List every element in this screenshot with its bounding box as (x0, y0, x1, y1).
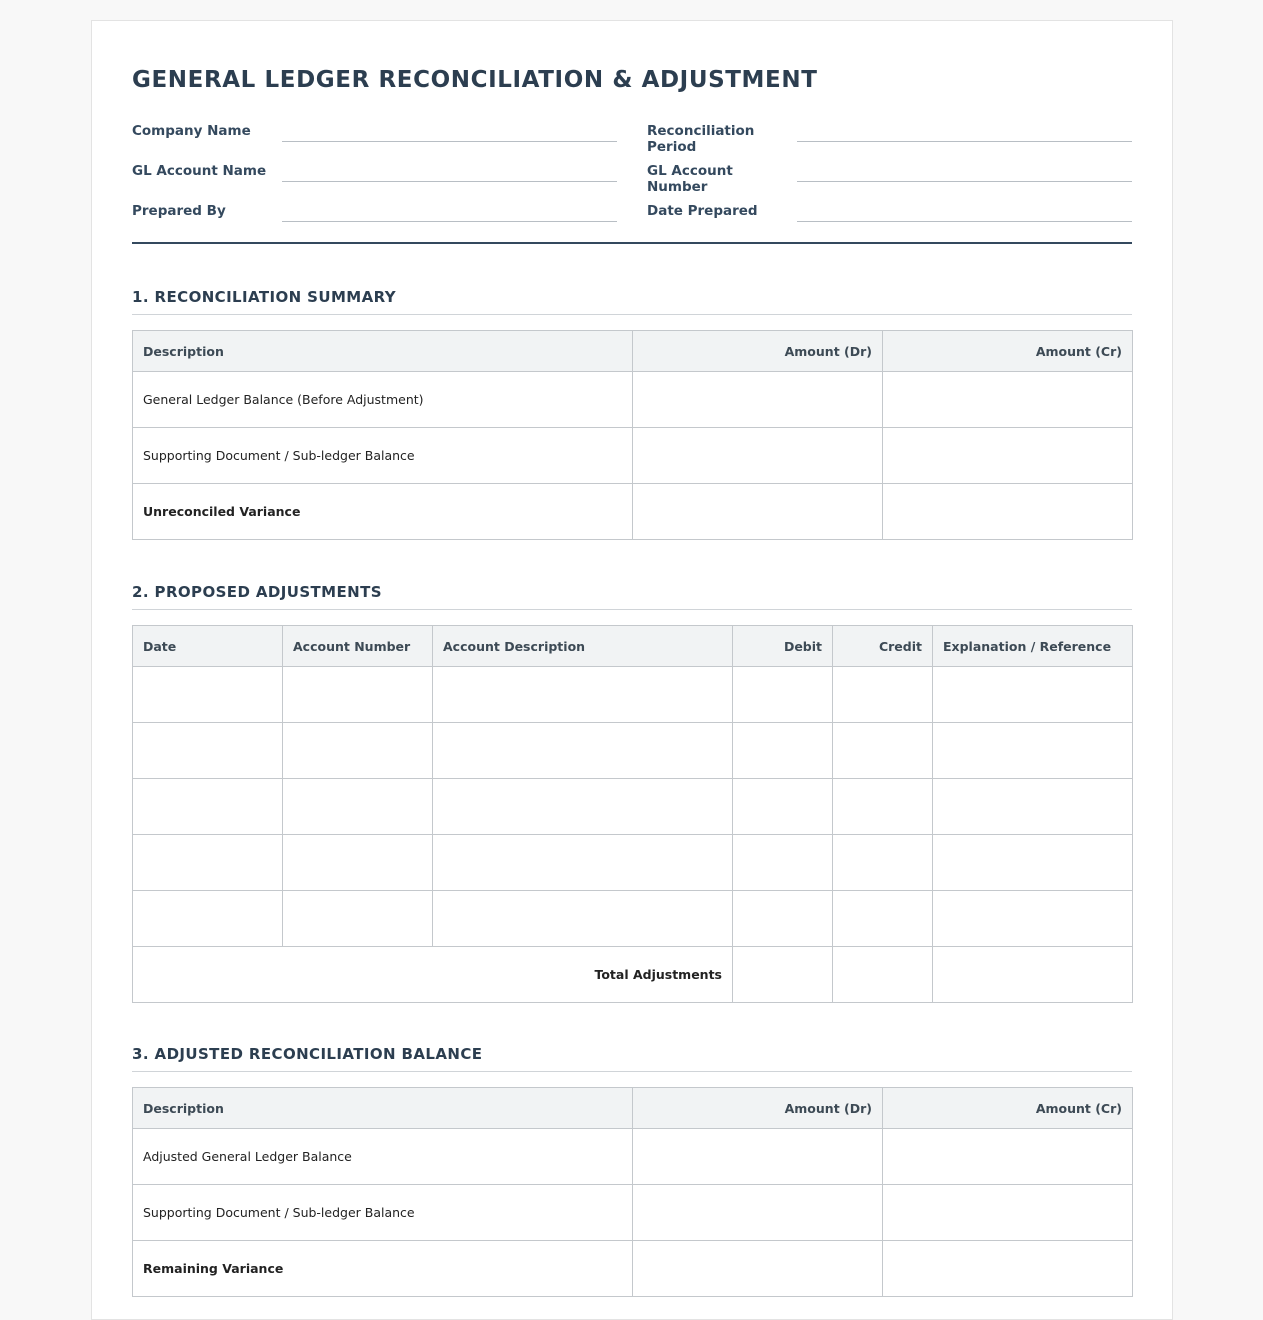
account-number-cell[interactable] (283, 667, 433, 723)
amount-cr-cell[interactable] (883, 428, 1133, 484)
credit-cell[interactable] (833, 723, 933, 779)
account-number-cell[interactable] (283, 835, 433, 891)
date-cell[interactable] (133, 667, 283, 723)
credit-cell[interactable] (833, 779, 933, 835)
account-description-cell[interactable] (433, 835, 733, 891)
section-1-title: 1. RECONCILIATION SUMMARY (132, 288, 1132, 315)
amount-dr-cell[interactable] (633, 428, 883, 484)
date-prepared-line (797, 221, 1132, 222)
column-header: Amount (Cr) (883, 1088, 1133, 1129)
table-row (133, 835, 1133, 891)
column-header: Description (133, 1088, 633, 1129)
account-number-cell[interactable] (283, 723, 433, 779)
debit-cell[interactable] (733, 779, 833, 835)
prepared-by-line (282, 221, 617, 222)
column-header: Credit (833, 626, 933, 667)
account-description-cell[interactable] (433, 723, 733, 779)
table-row (133, 779, 1133, 835)
amount-dr-cell[interactable] (633, 1185, 883, 1241)
account-description-cell[interactable] (433, 779, 733, 835)
amount-cr-cell[interactable] (883, 372, 1133, 428)
table-header-row (133, 1088, 1133, 1129)
total-row (133, 947, 1133, 1003)
amount-cr-cell[interactable] (883, 1241, 1133, 1297)
table-row (133, 723, 1133, 779)
account-number-cell[interactable] (283, 779, 433, 835)
table-row (133, 372, 1133, 428)
gl-account-number-label: GL Account Number (647, 163, 733, 195)
debit-cell[interactable] (733, 891, 833, 947)
explanation-cell[interactable] (933, 891, 1133, 947)
explanation-cell[interactable] (933, 723, 1133, 779)
column-header: Date (133, 626, 283, 667)
account-description-cell[interactable] (433, 891, 733, 947)
table-row (133, 428, 1133, 484)
table-header-row (133, 331, 1133, 372)
date-cell[interactable] (133, 891, 283, 947)
total-credit-cell[interactable] (833, 947, 933, 1003)
debit-cell[interactable] (733, 667, 833, 723)
amount-cr-cell[interactable] (883, 1185, 1133, 1241)
account-number-cell[interactable] (283, 891, 433, 947)
reconciliation-period-field[interactable] (647, 121, 1132, 161)
section-3-title: 3. ADJUSTED RECONCILIATION BALANCE (132, 1045, 1132, 1072)
date-cell[interactable] (133, 835, 283, 891)
column-header: Account Number (283, 626, 433, 667)
amount-dr-cell[interactable] (633, 1241, 883, 1297)
row-description: Unreconciled Variance (133, 484, 633, 540)
proposed-adjustments-table (132, 625, 1133, 1003)
header-divider (132, 242, 1132, 244)
row-description: Remaining Variance (133, 1241, 633, 1297)
explanation-cell[interactable] (933, 779, 1133, 835)
company-name-line (282, 141, 617, 142)
row-description: General Ledger Balance (Before Adjustment) (133, 372, 633, 428)
amount-dr-cell[interactable] (633, 1129, 883, 1185)
total-explanation-cell[interactable] (933, 947, 1133, 1003)
date-prepared-field[interactable] (647, 201, 1132, 241)
column-header: Account Description (433, 626, 733, 667)
column-header: Debit (733, 626, 833, 667)
amount-dr-cell[interactable] (633, 484, 883, 540)
table-row (133, 1185, 1133, 1241)
table-row (133, 1129, 1133, 1185)
debit-cell[interactable] (733, 835, 833, 891)
header-fields (132, 121, 1132, 241)
amount-cr-cell[interactable] (883, 484, 1133, 540)
reconciliation-period-label: Reconciliation Period (647, 123, 755, 155)
column-header: Amount (Dr) (633, 1088, 883, 1129)
row-description: Supporting Document / Sub-ledger Balance (133, 1185, 633, 1241)
date-cell[interactable] (133, 779, 283, 835)
table-header-row (133, 626, 1133, 667)
section-2-title: 2. PROPOSED ADJUSTMENTS (132, 583, 1132, 610)
reconciliation-period-line (797, 141, 1132, 142)
column-header: Explanation / Reference (933, 626, 1133, 667)
prepared-by-field[interactable] (132, 201, 647, 241)
explanation-cell[interactable] (933, 667, 1133, 723)
document-page (91, 20, 1173, 1320)
amount-dr-cell[interactable] (633, 372, 883, 428)
date-cell[interactable] (133, 723, 283, 779)
total-adjustments-label: Total Adjustments (133, 947, 733, 1003)
total-debit-cell[interactable] (733, 947, 833, 1003)
debit-cell[interactable] (733, 723, 833, 779)
gl-account-name-label: GL Account Name (132, 163, 267, 179)
gl-account-name-field[interactable] (132, 161, 647, 201)
document-title: GENERAL LEDGER RECONCILIATION & ADJUSTMENT (132, 67, 818, 93)
column-header: Amount (Cr) (883, 331, 1133, 372)
gl-account-number-field[interactable] (647, 161, 1132, 201)
gl-account-number-line (797, 181, 1132, 182)
reconciliation-summary-table (132, 330, 1133, 540)
explanation-cell[interactable] (933, 835, 1133, 891)
credit-cell[interactable] (833, 891, 933, 947)
row-description: Supporting Document / Sub-ledger Balance (133, 428, 633, 484)
credit-cell[interactable] (833, 835, 933, 891)
date-prepared-label: Date Prepared (647, 203, 758, 219)
column-header: Amount (Dr) (633, 331, 883, 372)
table-row (133, 484, 1133, 540)
column-header: Description (133, 331, 633, 372)
table-row (133, 667, 1133, 723)
credit-cell[interactable] (833, 667, 933, 723)
row-description: Adjusted General Ledger Balance (133, 1129, 633, 1185)
company-name-label: Company Name (132, 123, 251, 139)
adjusted-balance-table (132, 1087, 1133, 1297)
account-description-cell[interactable] (433, 667, 733, 723)
gl-account-name-line (282, 181, 617, 182)
prepared-by-label: Prepared By (132, 203, 226, 219)
company-name-field[interactable] (132, 121, 647, 161)
table-row (133, 891, 1133, 947)
amount-cr-cell[interactable] (883, 1129, 1133, 1185)
table-row (133, 1241, 1133, 1297)
